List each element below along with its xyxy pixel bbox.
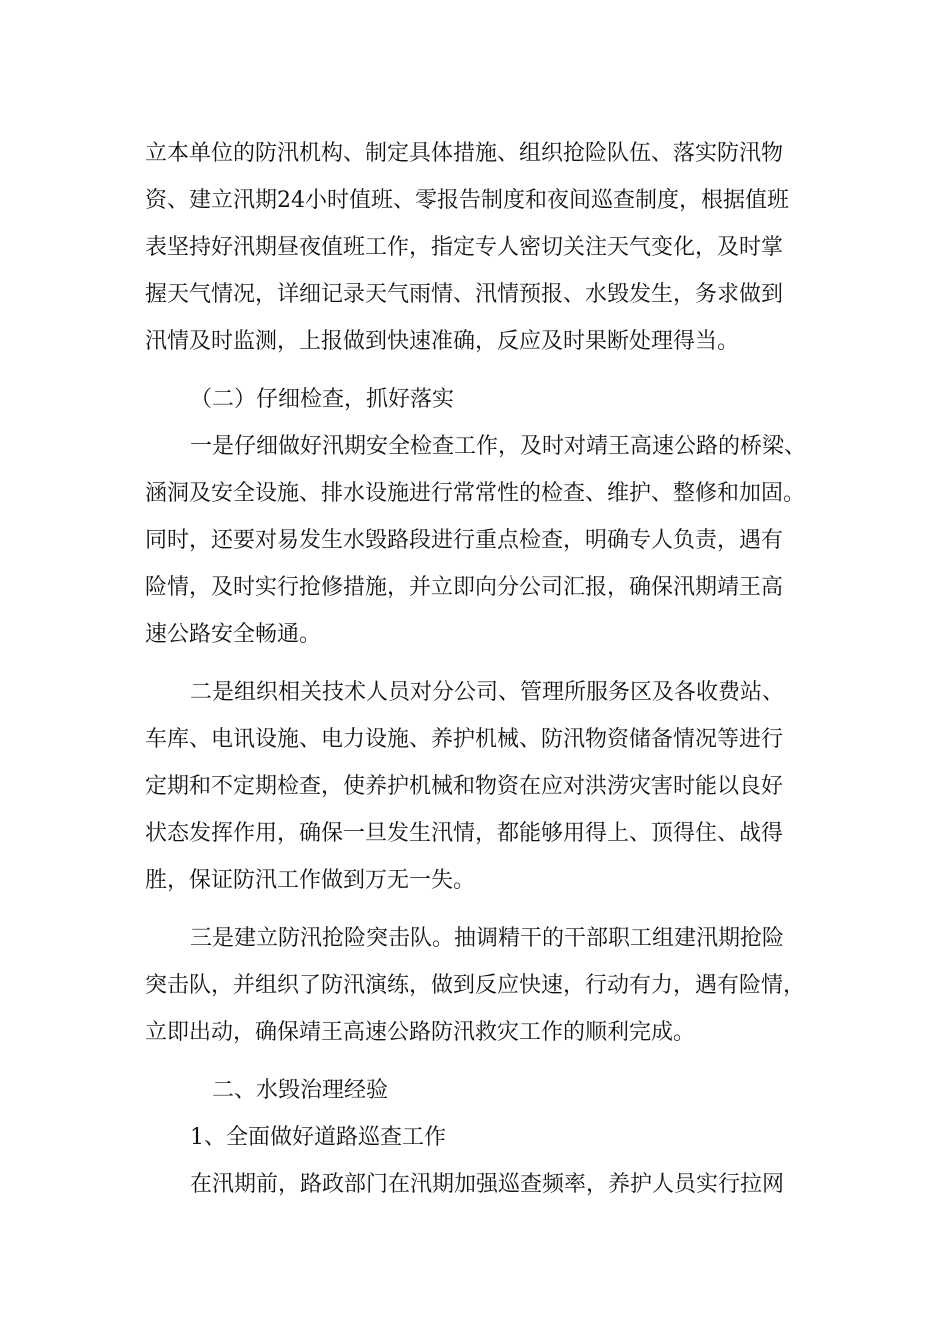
text-line: 表坚持好汛期昼夜值班工作，指定专人密切关注天气变化，及时掌 bbox=[145, 235, 784, 260]
text-line: 握天气情况，详细记录天气雨情、汛情预报、水毁发生，务求做到 bbox=[145, 282, 784, 307]
text-line: 状态发挥作用，确保一旦发生汛情，都能够用得上、顶得住、战得 bbox=[145, 821, 784, 846]
text-line: 立即出动，确保靖王高速公路防汛救灾工作的顺利完成。 bbox=[145, 1020, 696, 1045]
text-line: 车库、电讯设施、电力设施、养护机械、防汛物资储备情况等进行 bbox=[145, 727, 784, 752]
text-line: 胜，保证防汛工作做到万无一失。 bbox=[145, 868, 476, 893]
text-line: 在汛期前，路政部门在汛期加强巡查频率，养护人员实行拉网 bbox=[190, 1172, 785, 1197]
text-line: 速公路安全畅通。 bbox=[145, 622, 322, 647]
text-line: 汛情及时监测，上报做到快速准确，反应及时果断处理得当。 bbox=[145, 329, 740, 354]
section-heading: 二、水毁治理经验 bbox=[212, 1078, 389, 1103]
text-line: 二是组织相关技术人员对分公司、管理所服务区及各收费站、 bbox=[190, 680, 785, 705]
text-line: 同时，还要对易发生水毁路段进行重点检查，明确专人负责，遇有 bbox=[145, 528, 784, 553]
text-line: 资、建立汛期24小时值班、零报告制度和夜间巡查制度，根据值班 bbox=[145, 188, 789, 213]
text-line: 涵洞及安全设施、排水设施进行常常性的检查、维护、整修和加固。 bbox=[145, 481, 806, 506]
section-heading: （二）仔细检查，抓好落实 bbox=[190, 387, 455, 412]
text-line: 定期和不定期检查，使养护机械和物资在应对洪涝灾害时能以良好 bbox=[145, 774, 784, 799]
text-line: 险情，及时实行抢修措施，并立即向分公司汇报，确保汛期靖王高 bbox=[145, 575, 784, 600]
text-line: 立本单位的防汛机构、制定具体措施、组织抢险队伍、落实防汛物 bbox=[145, 141, 784, 166]
text-line: 一是仔细做好汛期安全检查工作，及时对靖王高速公路的桥梁、 bbox=[190, 434, 807, 459]
text-line: 突击队，并组织了防汛演练，做到反应快速，行动有力，遇有险情， bbox=[145, 973, 806, 998]
sub-heading: 1、全面做好道路巡查工作 bbox=[190, 1125, 446, 1150]
text-line: 三是建立防汛抢险突击队。抽调精干的干部职工组建汛期抢险 bbox=[190, 926, 785, 951]
